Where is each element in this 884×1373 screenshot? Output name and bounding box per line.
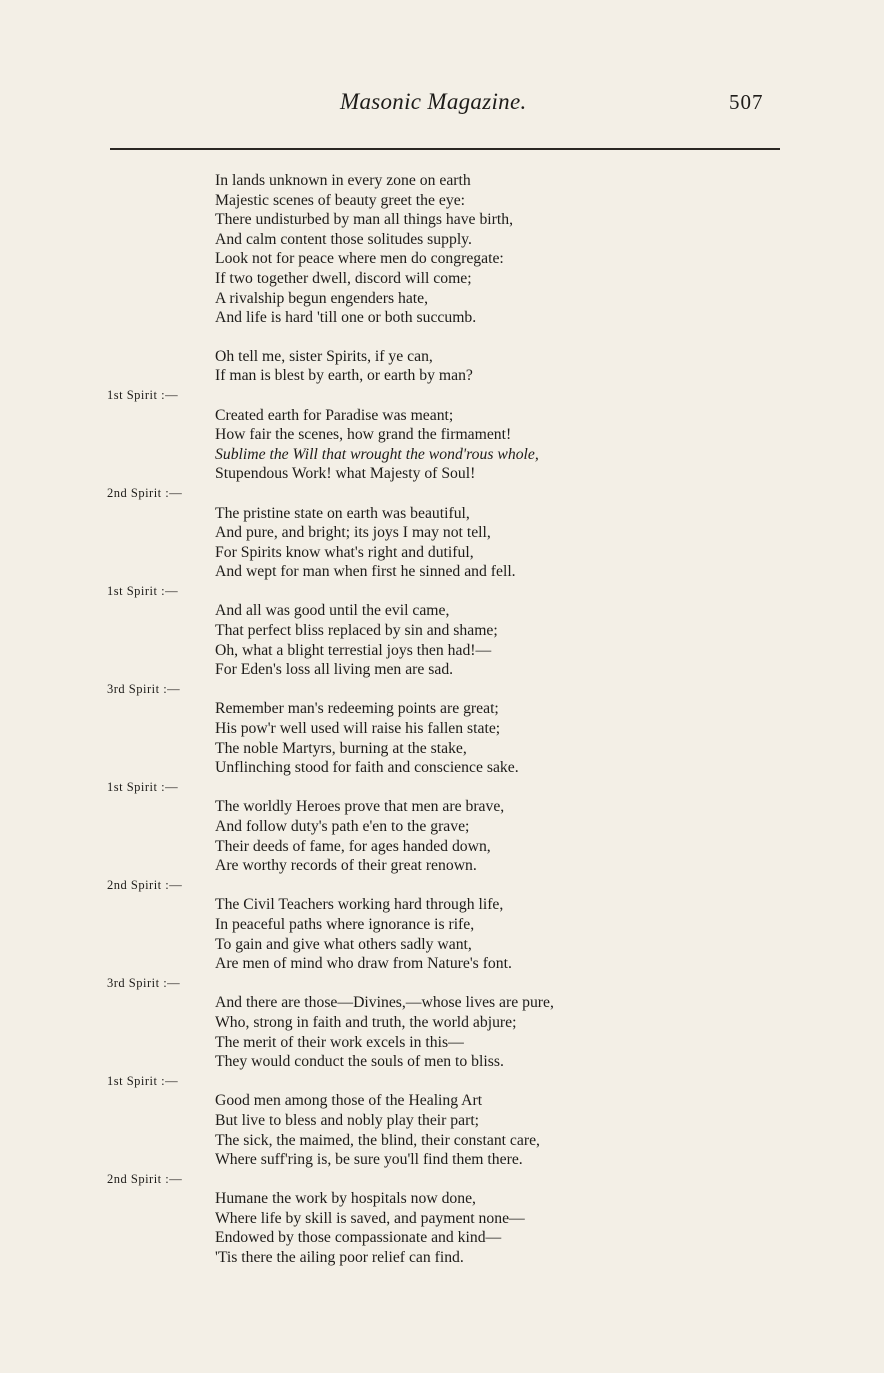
speaker-label: 1st Spirit :— xyxy=(107,1073,179,1088)
poem-line: That perfect bliss replaced by sin and shame; xyxy=(215,622,498,640)
poem-line: And pure, and bright; its joys I may not tell, xyxy=(215,524,491,542)
speaker-label: 2nd Spirit :— xyxy=(107,485,183,500)
speech xyxy=(0,1170,884,1268)
poem-line: The merit of their work excels in this— xyxy=(215,1033,464,1051)
poem-line: The worldly Heroes prove that men are brave, xyxy=(215,798,505,816)
speech xyxy=(0,974,884,1072)
poem-line: And all was good until the evil came, xyxy=(215,602,450,620)
poem-line: Are men of mind who draw from Nature's font. xyxy=(215,955,512,973)
poem-line: A rivalship begun engenders hate, xyxy=(215,289,429,307)
speaker-label: 3rd Spirit :— xyxy=(107,681,181,696)
poem-line: To gain and give what others sadly want, xyxy=(215,935,472,953)
question-stanza xyxy=(0,347,884,386)
poem-line: Humane the work by hospitals now done, xyxy=(215,1190,476,1208)
poem-line: Endowed by those compassionate and kind— xyxy=(215,1229,502,1247)
poem-line: Their deeds of fame, for ages handed down, xyxy=(215,837,491,855)
poem-line: The Civil Teachers working hard through life, xyxy=(215,896,504,914)
poem-line: In peaceful paths where ignorance is rife, xyxy=(215,915,475,933)
poem-line: Stupendous Work! what Majesty of Soul! xyxy=(215,465,476,483)
poem-line: The noble Martyrs, burning at the stake, xyxy=(215,739,467,757)
poem-line: Are worthy records of their great renown. xyxy=(215,857,477,875)
poem-line: And follow duty's path e'en to the grave; xyxy=(215,818,470,835)
speaker-label: 3rd Spirit :— xyxy=(107,975,181,990)
poem-line: How fair the scenes, how grand the firmament! xyxy=(215,426,512,444)
poem-line: 'Tis there the ailing poor relief can find. xyxy=(215,1249,464,1267)
poem-line: And there are those—Divines,—whose lives are pure, xyxy=(215,994,554,1012)
poem-line: They would conduct the souls of men to bliss. xyxy=(215,1053,504,1071)
poem-line: If two together dwell, discord will come; xyxy=(215,269,472,287)
poem-line: The sick, the maimed, the blind, their constant care, xyxy=(215,1131,540,1149)
speech xyxy=(0,386,884,484)
poem-line: Created earth for Paradise was meant; xyxy=(215,406,454,424)
poem-line: And wept for man when first he sinned and fell. xyxy=(215,563,516,581)
speech xyxy=(0,778,884,876)
poem-line: But live to bless and nobly play their part; xyxy=(215,1111,480,1129)
speech xyxy=(0,680,884,778)
poem-line: For Eden's loss all living men are sad. xyxy=(215,661,454,679)
poem-line: And calm content those solitudes supply. xyxy=(215,230,472,248)
poem-line: Good men among those of the Healing Art xyxy=(215,1092,483,1110)
speech xyxy=(0,1072,884,1170)
poem-line: Unflinching stood for faith and conscience sake. xyxy=(215,759,519,777)
poem-line: Oh tell me, sister Spirits, if ye can, xyxy=(215,347,433,365)
speaker-label: 2nd Spirit :— xyxy=(107,1171,183,1186)
opening-stanza xyxy=(0,171,884,328)
poem-line: The pristine state on earth was beautiful, xyxy=(215,504,470,522)
speech xyxy=(0,484,884,582)
poem-line: Majestic scenes of beauty greet the eye: xyxy=(215,191,466,209)
poem-line: Sublime the Will that wrought the wond'rous whole, xyxy=(215,445,539,463)
header-rule xyxy=(110,148,780,150)
speech xyxy=(0,582,884,680)
poem-line: For Spirits know what's right and dutiful, xyxy=(215,543,474,561)
speaker-label: 1st Spirit :— xyxy=(107,387,179,402)
poem-line: Remember man's redeeming points are great; xyxy=(215,700,499,718)
page-number: 507 xyxy=(729,90,764,114)
poem-line: In lands unknown in every zone on earth xyxy=(215,172,471,189)
poem-line: Who, strong in faith and truth, the world abjure; xyxy=(215,1013,517,1031)
poem-body xyxy=(0,171,884,1268)
poem-line: Oh, what a blight terrestial joys then had!— xyxy=(215,641,492,659)
poem-line: Where life by skill is saved, and payment none— xyxy=(215,1209,525,1227)
poem-line: And life is hard 'till one or both succumb. xyxy=(215,309,477,327)
poem-line: Look not for peace where men do congregate: xyxy=(215,250,504,268)
speaker-label: 2nd Spirit :— xyxy=(107,877,183,892)
speaker-label: 1st Spirit :— xyxy=(107,583,179,598)
poem-line: His pow'r well used will raise his fallen state; xyxy=(215,720,501,738)
speaker-label: 1st Spirit :— xyxy=(107,779,179,794)
poem-line: If man is blest by earth, or earth by man? xyxy=(215,367,473,385)
poem-line: Where suff'ring is, be sure you'll find them there. xyxy=(215,1151,523,1169)
running-title: Masonic Magazine. xyxy=(340,89,527,114)
poem-line: There undisturbed by man all things have birth, xyxy=(215,211,513,229)
speech xyxy=(0,876,884,974)
